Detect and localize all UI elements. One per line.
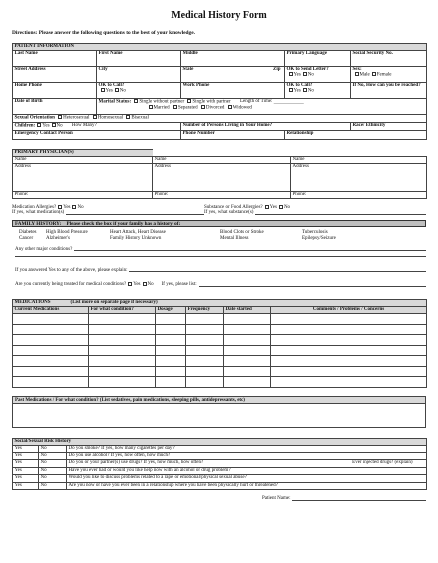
checkbox-icon[interactable] bbox=[228, 105, 232, 109]
checkbox-icon[interactable] bbox=[58, 115, 62, 119]
checkbox-icon[interactable] bbox=[372, 72, 376, 76]
table-row: Yes No Do you or your partner(s) use drugs? If yes, how much, how often? Ever injected drugs? (explain) bbox=[13, 460, 427, 467]
home-phone-field[interactable]: Home Phone bbox=[13, 82, 97, 98]
col-comments: Comments / Problems / Concerns bbox=[271, 307, 427, 314]
checkbox-icon[interactable] bbox=[126, 115, 130, 119]
medications-header: MEDICATIONS (List more on separate page if necessary) bbox=[13, 300, 427, 307]
patient-name-label: Patient Name: bbox=[262, 495, 291, 501]
family-history-items bbox=[12, 230, 426, 242]
col-condition: For what condition? bbox=[89, 307, 156, 314]
col-frequency: Frequency bbox=[186, 307, 224, 314]
ok-call-home: OK to Call? Yes No bbox=[97, 82, 181, 98]
past-medications-header: Past Medications / For what condition? (List sedatives, pain medications, sleeping pills, antidepressants, etc) bbox=[13, 397, 425, 404]
checkbox-icon[interactable] bbox=[303, 72, 307, 76]
middle-name-field[interactable]: Middle bbox=[181, 50, 285, 66]
table-row: Yes No Do you smoke? If yes, how many cigarettes per day? bbox=[13, 445, 427, 452]
allergies-block: Medication Allergies? Yes No If yes, what medication(s) Substance or Food Allergies? Yes No If yes, what substance(s) bbox=[12, 205, 426, 217]
city-field[interactable]: City bbox=[97, 66, 181, 82]
table-row: Yes No Are you now or have you ever been in a relationship where you have been physically hurt or threatened? bbox=[13, 482, 427, 489]
checkbox-icon[interactable] bbox=[37, 123, 41, 127]
ok-call-work: OK to Call? Yes No bbox=[285, 82, 351, 98]
col-current-meds: Current Medications bbox=[13, 307, 89, 314]
checkbox-icon[interactable] bbox=[115, 88, 119, 92]
checkbox-icon[interactable] bbox=[289, 88, 293, 92]
table-row[interactable] bbox=[13, 314, 427, 325]
physician-name-3[interactable]: Name bbox=[291, 156, 427, 163]
physician-address-3[interactable]: Address bbox=[291, 163, 427, 170]
patient-name-input[interactable] bbox=[292, 496, 426, 501]
checkbox-icon[interactable] bbox=[149, 105, 153, 109]
sex-field: Sex: Male Female bbox=[351, 66, 427, 82]
if-answered-label: If you answered Yes to any of the above, please explain: bbox=[15, 267, 128, 273]
checkbox-icon[interactable] bbox=[128, 282, 132, 286]
race-field[interactable]: Race/ Ethnicity bbox=[351, 122, 427, 130]
table-row: Yes No Would you like to discuss problems related to a rape or emotional/physical sexual abuse? bbox=[13, 475, 427, 482]
checkbox-icon[interactable] bbox=[303, 88, 307, 92]
checkbox-icon[interactable] bbox=[52, 123, 56, 127]
marital-status: Marital Status: Single without partner Single with partner Length of Time: ____________ Married Separated Divorced Widowed bbox=[97, 98, 427, 114]
form-title: Medical History Form bbox=[171, 10, 267, 21]
social-risk-table bbox=[12, 438, 427, 490]
medical-history-form: Medical History Form Directions: Please answer the following questions to the best of your knowledge. PATIENT INFORMATION Last Name First Name Middle Primary Language Social Security No. Street Address City State Zip OK to Send Letter? Yes No Sex: Male Female Home Phone OK to Call? Yes No Work Phone OK to Call? Yes No If No, How can you be reached? Date of Birth Marital Status: Single without partner Single with partner Length of Time: ____________ Married Separated Divorced Widowed Sexual Orientation Heterosexual Homosexual Bisexual Children: Yes No How Many? Number of Persons Living in Your Home? Race/ Ethnicity Emergency Contact Person Phone Number Relationship PRIMARY PHYSICIAN(S) Name Name Name Address Address Address Phone: Phone: Phone: Medication Allergies? Yes No If yes, what medication(s) Substance or Food Allergies? Yes No If yes, what substance(s) FAMILY HISTORY: Please check the box if your family has a history of: Diabetes High Blood Pressure Heart Attack, Heart Disease Blood Clots or Stroke Tuberculosis Cancer Alzheimer's Family History Unknown Mental Illness Epilepsy/Seizure Any other major conditions? If you answered Yes to any of the above, please explain: Are you currently being treated for medical conditions? Yes No If yes, please list: MEDICATIONS (List more on separate page if necessary) Current Medications For what condition? Dosage Frequency Date started Comments / Problems / Concerns Past Medications / For what condition? (List sedatives, pain medications, sleeping pills, antidepressants, etc) Social/Sexual Risk History Yes No Do you smoke? If yes, how many cigarettes per day? Yes No Do you use alcohol? If yes, how often, how much? Yes No Do you or your partner(s) use drugs? If yes, how much, how often? Ever injected drugs? (explain) Yes No Have you ever had or would you like help now with an alcohol or drug problem? Yes No Would you like to discuss problems related to a rape or emotional/physical sexual abuse? Yes No Are you now or have you ever been in a relationship where you have been physically hurt or threatened? Patient Name: bbox=[12, 8, 426, 502]
physician-table bbox=[12, 149, 427, 199]
table-row: Yes No Do you use alcohol? If yes, how often, how much? bbox=[13, 453, 427, 460]
checkbox-icon[interactable] bbox=[355, 72, 359, 76]
ok-send-letter: OK to Send Letter? Yes No bbox=[285, 66, 351, 82]
physician-name-1[interactable]: Name bbox=[13, 156, 153, 163]
emergency-phone-field[interactable]: Phone Number bbox=[181, 130, 285, 139]
checkbox-icon[interactable] bbox=[187, 99, 191, 103]
physician-phone-3[interactable]: Phone: bbox=[291, 191, 427, 198]
physician-phone-1[interactable]: Phone: bbox=[13, 191, 153, 198]
checkbox-icon[interactable] bbox=[72, 205, 76, 209]
currently-treated-label: Are you currently being treated for medical conditions? bbox=[15, 282, 127, 288]
checkbox-icon[interactable] bbox=[265, 205, 269, 209]
ssn-field[interactable]: Social Security No. bbox=[351, 50, 427, 66]
col-date-started: Date started bbox=[224, 307, 271, 314]
checkbox-icon[interactable] bbox=[289, 72, 293, 76]
table-row[interactable] bbox=[13, 324, 427, 335]
table-row[interactable] bbox=[13, 356, 427, 367]
reach-field[interactable]: If No, How can you be reached? bbox=[351, 82, 427, 98]
other-conditions-input[interactable] bbox=[74, 247, 426, 252]
checkbox-icon[interactable] bbox=[134, 99, 138, 103]
checkbox-icon[interactable] bbox=[58, 205, 62, 209]
work-phone-field[interactable]: Work Phone bbox=[181, 82, 285, 98]
table-row[interactable] bbox=[13, 345, 427, 356]
other-conditions-line2[interactable] bbox=[15, 256, 426, 257]
physician-name-2[interactable]: Name bbox=[153, 156, 291, 163]
substance-allergies-input[interactable] bbox=[255, 210, 426, 215]
table-row[interactable] bbox=[13, 377, 427, 388]
checkbox-icon[interactable] bbox=[279, 205, 283, 209]
relationship-field[interactable]: Relationship bbox=[285, 130, 427, 139]
treated-list-input[interactable] bbox=[199, 282, 426, 287]
family-history-header: FAMILY HISTORY: Please check the box if your family has a history of: bbox=[12, 220, 426, 227]
table-row: Yes No Have you ever had or would you like help now with an alcohol or drug problem? bbox=[13, 467, 427, 474]
physician-address-1[interactable]: Address bbox=[13, 163, 153, 170]
last-name-field[interactable]: Last Name bbox=[13, 50, 97, 66]
past-medications-box[interactable] bbox=[12, 396, 426, 428]
medications-table bbox=[12, 299, 427, 388]
sexual-orientation: Sexual Orientation Heterosexual Homosexual Bisexual bbox=[13, 114, 427, 122]
patient-info-table bbox=[12, 43, 427, 140]
physician-address-2[interactable]: Address bbox=[153, 163, 291, 170]
state-zip-field[interactable]: State Zip bbox=[181, 66, 285, 82]
checkbox-icon[interactable] bbox=[143, 282, 147, 286]
children-field: Children: Yes No How Many? bbox=[13, 122, 181, 130]
directions: Directions: Please answer the following questions to the best of your knowledge. bbox=[12, 29, 195, 36]
dob-field[interactable]: Date of Birth bbox=[13, 98, 97, 114]
medication-allergies-input[interactable] bbox=[66, 210, 204, 215]
street-address-field[interactable]: Street Address bbox=[13, 66, 97, 82]
table-row[interactable] bbox=[13, 366, 427, 377]
explain-input[interactable] bbox=[129, 268, 426, 273]
emergency-contact-field[interactable]: Emergency Contact Person bbox=[13, 130, 181, 139]
primary-language-field[interactable]: Primary Language bbox=[285, 50, 351, 66]
checkbox-icon[interactable] bbox=[93, 115, 97, 119]
family-row-1: Diabetes High Blood Pressure Heart Attack, Heart Disease Blood Clots or Stroke Tuberculosis bbox=[19, 230, 328, 236]
table-row[interactable] bbox=[13, 335, 427, 346]
checkbox-icon[interactable] bbox=[101, 88, 105, 92]
social-risk-header: Social/Sexual Risk History bbox=[13, 438, 427, 445]
physician-header: PRIMARY PHYSICIAN(S) bbox=[13, 149, 153, 156]
other-conditions-label: Any other major conditions? bbox=[15, 246, 73, 252]
col-dosage: Dosage bbox=[156, 307, 186, 314]
persons-home-field[interactable]: Number of Persons Living in Your Home? bbox=[181, 122, 351, 130]
checkbox-icon[interactable] bbox=[201, 105, 205, 109]
physician-phone-2[interactable]: Phone: bbox=[153, 191, 291, 198]
family-row-2: Cancer Alzheimer's Family History Unknown Mental Illness Epilepsy/Seizure bbox=[19, 235, 336, 241]
patient-info-header: PATIENT INFORMATION bbox=[13, 43, 427, 50]
checkbox-icon[interactable] bbox=[173, 105, 177, 109]
first-name-field[interactable]: First Name bbox=[97, 50, 181, 66]
